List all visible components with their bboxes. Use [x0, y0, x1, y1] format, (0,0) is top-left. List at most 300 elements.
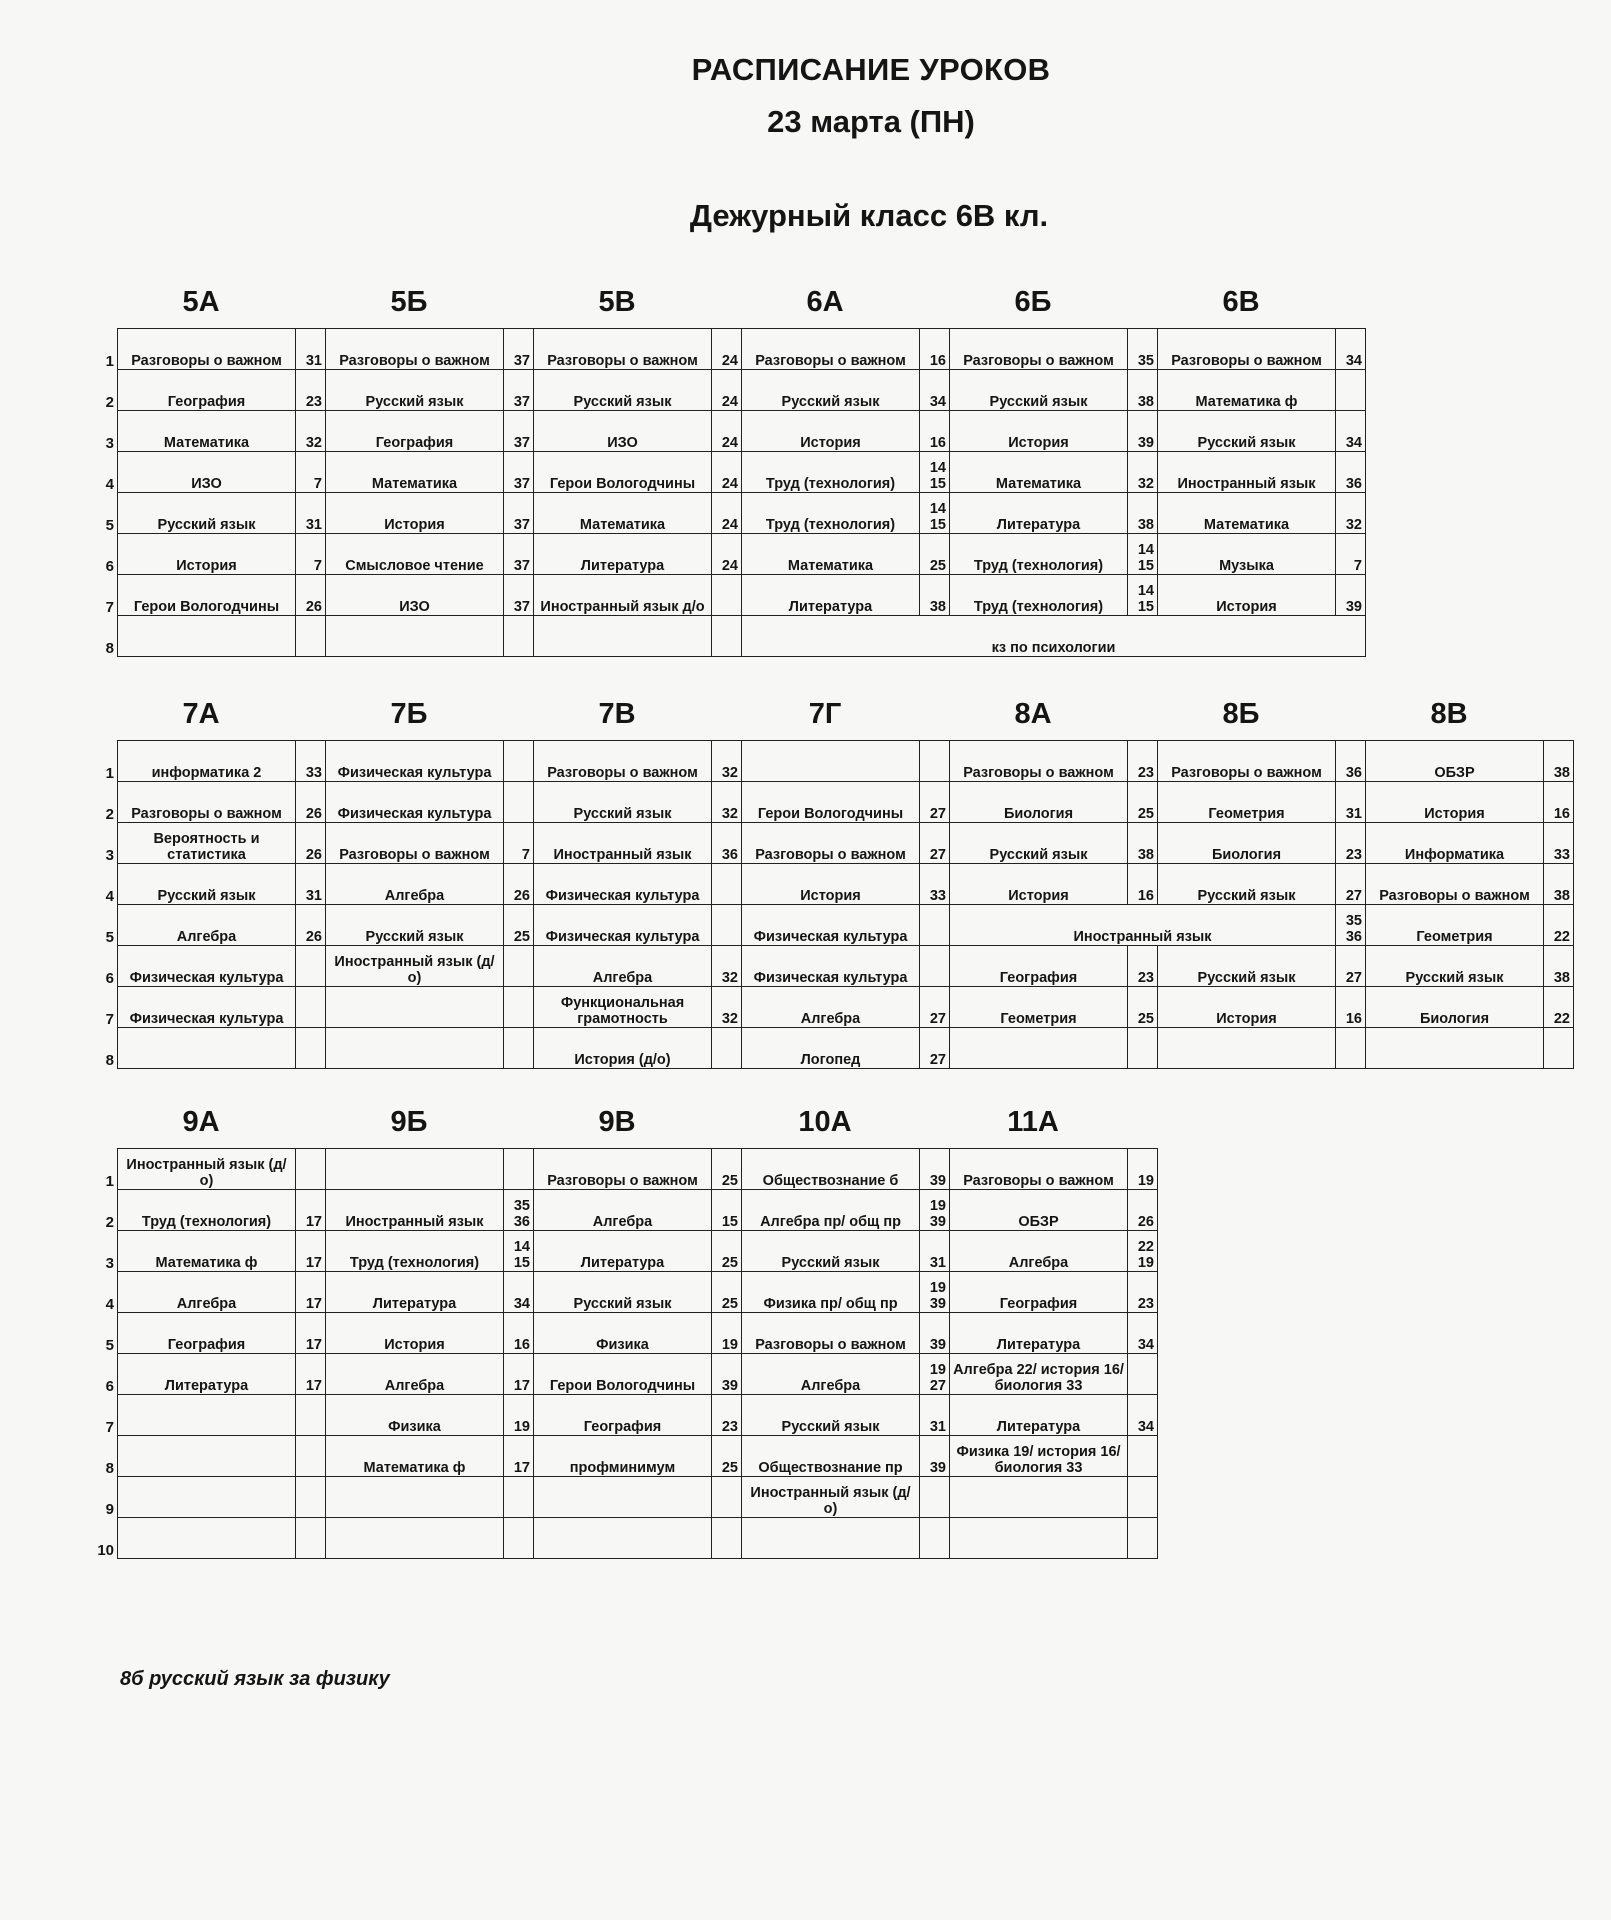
room-cell — [1128, 1436, 1158, 1477]
lesson-number: 1 — [105, 352, 114, 370]
schedule-block-grade-5-6 — [92, 286, 1366, 657]
room-cell — [712, 1518, 742, 1559]
schedule-table — [92, 1148, 1158, 1559]
room-cell: 39 — [920, 1436, 950, 1477]
class-heading: 5А — [182, 286, 220, 318]
class-heading: 10А — [798, 1106, 852, 1138]
subject-cell: Биология — [950, 782, 1128, 823]
subject-cell — [326, 616, 504, 657]
room-cell — [920, 946, 950, 987]
lesson-number: 7 — [105, 598, 114, 616]
subject-cell: Литература — [950, 1395, 1128, 1436]
subject-cell: Физика — [534, 1313, 712, 1354]
subject-cell: Разговоры о важном — [534, 1149, 712, 1190]
lesson-number: 2 — [105, 1213, 114, 1231]
room-cell: 32 — [712, 741, 742, 782]
lesson-number: 1 — [105, 1172, 114, 1190]
subject-cell — [1366, 1028, 1544, 1069]
subject-cell: Математика — [742, 534, 920, 575]
room-cell: 19 — [1128, 1149, 1158, 1190]
room-cell: 23 — [1128, 741, 1158, 782]
subject-cell — [118, 1395, 296, 1436]
subject-cell: Смысловое чтение — [326, 534, 504, 575]
page-title: РАСПИСАНИЕ УРОКОВ — [691, 52, 1051, 87]
lesson-number: 5 — [105, 928, 114, 946]
subject-cell — [534, 1477, 712, 1518]
room-cell: 25 — [712, 1231, 742, 1272]
subject-cell — [534, 616, 712, 657]
room-cell: 24 — [712, 452, 742, 493]
lesson-number: 4 — [105, 1295, 114, 1313]
class-heading: 7А — [182, 698, 220, 730]
room-cell — [504, 616, 534, 657]
subject-cell: Физика — [326, 1395, 504, 1436]
room-cell: 38 — [1128, 493, 1158, 534]
room-cell — [504, 987, 534, 1028]
subject-cell: Алгебра — [534, 946, 712, 987]
subject-cell: Иностранный язык д/о — [534, 575, 712, 616]
subject-cell: Иностранный язык — [326, 1190, 504, 1231]
room-cell — [712, 1028, 742, 1069]
class-heading: 9Б — [390, 1106, 428, 1138]
subject-cell: Герои Вологодчины — [118, 575, 296, 616]
room-cell: 31 — [296, 864, 326, 905]
room-cell — [296, 1395, 326, 1436]
subject-cell: Информатика — [1366, 823, 1544, 864]
lesson-row — [92, 411, 1366, 452]
subject-cell: Литература — [742, 575, 920, 616]
subject-cell: История — [950, 864, 1128, 905]
room-cell: 16 — [1544, 782, 1574, 823]
subject-cell: География — [118, 1313, 296, 1354]
subject-cell: Разговоры о важном — [326, 823, 504, 864]
room-cell — [296, 616, 326, 657]
lesson-number: 6 — [105, 1377, 114, 1395]
room-cell: 31 — [1336, 782, 1366, 823]
room-cell — [712, 864, 742, 905]
room-cell: 23 — [1128, 1272, 1158, 1313]
subject-cell: Математика — [950, 452, 1128, 493]
subject-cell: Обществознание пр — [742, 1436, 920, 1477]
subject-cell — [326, 1477, 504, 1518]
room-cell: 34 — [1128, 1313, 1158, 1354]
room-cell: 27 — [920, 823, 950, 864]
room-cell: 17 — [296, 1313, 326, 1354]
subject-cell: Труд (технология) — [950, 534, 1128, 575]
subject-cell: Логопед — [742, 1028, 920, 1069]
room-cell — [296, 987, 326, 1028]
footnote: 8б русский язык за физику — [120, 1668, 390, 1690]
class-heading: 9В — [598, 1106, 636, 1138]
room-cell: 36 — [1336, 452, 1366, 493]
subject-cell: История — [1366, 782, 1544, 823]
subject-cell: Литература — [534, 1231, 712, 1272]
room-cell: 19 39 — [920, 1190, 950, 1231]
subject-cell: Русский язык — [326, 370, 504, 411]
room-cell — [1128, 1354, 1158, 1395]
room-cell — [920, 905, 950, 946]
room-cell: 19 — [712, 1313, 742, 1354]
subject-cell: Алгебра — [742, 1354, 920, 1395]
room-cell: 32 — [296, 411, 326, 452]
room-cell: 37 — [504, 575, 534, 616]
subject-cell: География — [950, 1272, 1128, 1313]
room-cell — [1128, 1518, 1158, 1559]
room-cell — [504, 782, 534, 823]
room-cell: 14 15 — [1128, 534, 1158, 575]
room-cell — [296, 1436, 326, 1477]
room-cell: 24 — [712, 534, 742, 575]
lesson-number: 2 — [105, 805, 114, 823]
subject-cell: История — [118, 534, 296, 575]
room-cell: 33 — [1544, 823, 1574, 864]
room-cell: 37 — [504, 329, 534, 370]
room-cell: 23 — [1128, 946, 1158, 987]
class-heading: 9А — [182, 1106, 220, 1138]
subject-cell: Русский язык — [1158, 411, 1336, 452]
lesson-number: 4 — [105, 475, 114, 493]
room-cell: 24 — [712, 329, 742, 370]
room-cell — [504, 1518, 534, 1559]
room-cell: 38 — [1544, 741, 1574, 782]
lesson-row — [92, 1395, 1158, 1436]
room-cell: 7 — [1336, 534, 1366, 575]
subject-cell: Русский язык — [118, 864, 296, 905]
subject-cell: Литература — [950, 1313, 1128, 1354]
room-cell: 32 — [712, 987, 742, 1028]
room-cell: 25 — [1128, 782, 1158, 823]
room-cell — [296, 1149, 326, 1190]
subject-cell: Разговоры о важном — [534, 329, 712, 370]
subject-cell: Алгебра — [118, 1272, 296, 1313]
subject-cell: Литература — [118, 1354, 296, 1395]
room-cell: 19 27 — [920, 1354, 950, 1395]
room-cell — [1336, 370, 1366, 411]
room-cell: 16 — [920, 411, 950, 452]
subject-cell — [1158, 1028, 1336, 1069]
room-cell: 38 — [1128, 823, 1158, 864]
room-cell: 35 36 — [504, 1190, 534, 1231]
subject-cell: Биология — [1158, 823, 1336, 864]
class-heading: 7Г — [808, 698, 842, 730]
room-cell — [712, 575, 742, 616]
subject-cell: Математика ф — [118, 1231, 296, 1272]
room-cell: 26 — [296, 575, 326, 616]
subject-cell: Физическая культура — [326, 782, 504, 823]
subject-cell: История — [1158, 575, 1336, 616]
lesson-row — [92, 493, 1366, 534]
subject-cell: ИЗО — [534, 411, 712, 452]
room-cell: 19 39 — [920, 1272, 950, 1313]
room-cell: 34 — [504, 1272, 534, 1313]
subject-cell: ИЗО — [326, 575, 504, 616]
room-cell: 22 — [1544, 987, 1574, 1028]
room-cell: 17 — [296, 1231, 326, 1272]
room-cell: 36 — [1336, 741, 1366, 782]
room-cell — [1336, 1028, 1366, 1069]
subject-cell: Разговоры о важном — [1158, 329, 1336, 370]
room-cell: 14 15 — [1128, 575, 1158, 616]
class-heading: 6Б — [1014, 286, 1052, 318]
lesson-number: 6 — [105, 969, 114, 987]
class-heading: 8А — [1014, 698, 1052, 730]
lesson-row — [92, 1149, 1158, 1190]
room-cell — [296, 946, 326, 987]
room-cell — [920, 741, 950, 782]
subject-cell: Геометрия — [1158, 782, 1336, 823]
room-cell — [712, 1477, 742, 1518]
subject-cell: Алгебра — [118, 905, 296, 946]
subject-cell: Разговоры о важном — [950, 329, 1128, 370]
lesson-number: 6 — [105, 557, 114, 575]
subject-cell — [326, 987, 504, 1028]
subject-cell: Физическая культура — [118, 946, 296, 987]
subject-cell: Иностранный язык (д/о) — [326, 946, 504, 987]
room-cell: 26 — [296, 823, 326, 864]
subject-cell: История — [742, 411, 920, 452]
room-cell: 17 — [296, 1190, 326, 1231]
subject-cell: Иностранный язык — [1158, 452, 1336, 493]
subject-cell: История — [950, 411, 1128, 452]
subject-cell: информатика 2 — [118, 741, 296, 782]
subject-cell: Разговоры о важном — [534, 741, 712, 782]
subject-cell: Обществознание б — [742, 1149, 920, 1190]
subject-cell: Разговоры о важном — [326, 329, 504, 370]
room-cell: 32 — [712, 946, 742, 987]
room-cell — [296, 1518, 326, 1559]
room-cell: 15 — [712, 1190, 742, 1231]
subject-cell: Русский язык — [1158, 946, 1336, 987]
subject-cell: Русский язык — [534, 782, 712, 823]
room-cell — [504, 741, 534, 782]
subject-cell: Литература — [326, 1272, 504, 1313]
class-heading: 5В — [598, 286, 636, 318]
subject-cell: Алгебра — [950, 1231, 1128, 1272]
schedule-table — [92, 740, 1574, 1069]
subject-cell: Труд (технология) — [326, 1231, 504, 1272]
subject-cell: Геометрия — [950, 987, 1128, 1028]
subject-cell: Физическая культура — [326, 741, 504, 782]
subject-cell: Русский язык — [742, 1395, 920, 1436]
class-heading: 7В — [598, 698, 636, 730]
lesson-number: 10 — [97, 1541, 114, 1559]
subject-cell: Иностранный язык (д/о) — [118, 1149, 296, 1190]
subject-cell: География — [950, 946, 1128, 987]
room-cell: 35 — [1128, 329, 1158, 370]
subject-cell — [326, 1149, 504, 1190]
room-cell: 22 — [1544, 905, 1574, 946]
lesson-number: 5 — [105, 516, 114, 534]
subject-cell — [118, 616, 296, 657]
subject-cell — [326, 1518, 504, 1559]
class-heading: 6А — [806, 286, 844, 318]
subject-cell: Математика — [326, 452, 504, 493]
subject-cell: Алгебра — [742, 987, 920, 1028]
subject-cell: Русский язык — [534, 1272, 712, 1313]
lesson-row — [92, 1354, 1158, 1395]
room-cell: 7 — [296, 452, 326, 493]
class-heading: 8В — [1430, 698, 1468, 730]
subject-cell: Биология — [1366, 987, 1544, 1028]
subject-cell: Алгебра — [326, 864, 504, 905]
subject-cell: Алгебра — [534, 1190, 712, 1231]
room-cell: 39 — [920, 1313, 950, 1354]
lesson-number: 3 — [105, 846, 114, 864]
subject-cell — [950, 1518, 1128, 1559]
subject-cell: География — [534, 1395, 712, 1436]
subject-cell: Алгебра — [326, 1354, 504, 1395]
lesson-row — [92, 1272, 1158, 1313]
subject-cell — [534, 1518, 712, 1559]
room-cell: 27 — [920, 782, 950, 823]
room-cell — [504, 1477, 534, 1518]
subject-cell — [326, 1028, 504, 1069]
lesson-number: 8 — [105, 1459, 114, 1477]
lesson-row — [92, 1313, 1158, 1354]
room-cell — [1544, 1028, 1574, 1069]
subject-cell: Русский язык — [950, 823, 1128, 864]
subject-cell: Алгебра 22/ история 16/ биология 33 — [950, 1354, 1128, 1395]
subject-cell: Герои Вологодчины — [534, 1354, 712, 1395]
room-cell: 34 — [1336, 411, 1366, 452]
room-cell: 24 — [712, 411, 742, 452]
room-cell: 37 — [504, 370, 534, 411]
subject-cell: История (д/о) — [534, 1028, 712, 1069]
lesson-row — [92, 1436, 1158, 1477]
subject-cell: География — [118, 370, 296, 411]
subject-cell: Разговоры о важном — [742, 823, 920, 864]
room-cell: 31 — [296, 329, 326, 370]
room-cell: 26 — [296, 905, 326, 946]
class-heading: 8Б — [1222, 698, 1260, 730]
room-cell: 22 19 — [1128, 1231, 1158, 1272]
subject-cell: Иностранный язык (д/о) — [742, 1477, 920, 1518]
room-cell: 33 — [920, 864, 950, 905]
subject-cell: Математика ф — [1158, 370, 1336, 411]
subject-cell: Алгебра пр/ общ пр — [742, 1190, 920, 1231]
lesson-row — [92, 1190, 1158, 1231]
room-cell — [712, 616, 742, 657]
room-cell: 23 — [296, 370, 326, 411]
room-cell — [504, 1028, 534, 1069]
room-cell: 24 — [712, 370, 742, 411]
duty-class: Дежурный класс 6В кл. — [689, 198, 1049, 233]
subject-cell: История — [326, 1313, 504, 1354]
lesson-row — [92, 575, 1366, 616]
room-cell: 17 — [504, 1436, 534, 1477]
lesson-number: 9 — [105, 1500, 114, 1518]
subject-cell: профминимум — [534, 1436, 712, 1477]
subject-cell: Геометрия — [1366, 905, 1544, 946]
subject-cell — [118, 1477, 296, 1518]
subject-cell: История — [1158, 987, 1336, 1028]
subject-cell: Русский язык — [1158, 864, 1336, 905]
room-cell: 39 — [1128, 411, 1158, 452]
room-cell: 14 15 — [504, 1231, 534, 1272]
subject-cell: Труд (технология) — [950, 575, 1128, 616]
lesson-row — [92, 616, 1366, 657]
subject-cell: Разговоры о важном — [1158, 741, 1336, 782]
lesson-row — [92, 987, 1574, 1028]
subject-cell: Русский язык — [534, 370, 712, 411]
room-cell: 27 — [920, 987, 950, 1028]
subject-cell: Труд (технология) — [742, 493, 920, 534]
schedule-date: 23 марта (ПН) — [767, 104, 975, 139]
lesson-row — [92, 946, 1574, 987]
subject-cell: Герои Вологодчины — [534, 452, 712, 493]
room-cell: 39 — [712, 1354, 742, 1395]
lesson-number: 3 — [105, 1254, 114, 1272]
room-cell: 37 — [504, 452, 534, 493]
room-cell: 16 — [920, 329, 950, 370]
subject-cell: Физическая культура — [118, 987, 296, 1028]
room-cell: 33 — [296, 741, 326, 782]
room-cell: 31 — [920, 1231, 950, 1272]
subject-cell: Труд (технология) — [118, 1190, 296, 1231]
lesson-number: 3 — [105, 434, 114, 452]
subject-cell: Русский язык — [1366, 946, 1544, 987]
room-cell: 31 — [920, 1395, 950, 1436]
room-cell — [920, 1477, 950, 1518]
room-cell — [296, 1477, 326, 1518]
room-cell: 17 — [296, 1354, 326, 1395]
subject-cell: Физическая культура — [534, 864, 712, 905]
room-cell: 26 — [296, 782, 326, 823]
lesson-row — [92, 905, 1574, 946]
room-cell: 25 — [712, 1149, 742, 1190]
subject-cell: Функциональная грамотность — [534, 987, 712, 1028]
lesson-row — [92, 823, 1574, 864]
subject-cell: Вероятность и статистика — [118, 823, 296, 864]
room-cell: 32 — [1336, 493, 1366, 534]
lesson-row — [92, 1518, 1158, 1559]
subject-cell: Физика пр/ общ пр — [742, 1272, 920, 1313]
room-cell: 7 — [296, 534, 326, 575]
lesson-row — [92, 1477, 1158, 1518]
room-cell: 16 — [504, 1313, 534, 1354]
lesson-number: 7 — [105, 1418, 114, 1436]
lesson-number: 8 — [105, 639, 114, 657]
subject-cell: Разговоры о важном — [950, 741, 1128, 782]
lesson-row — [92, 1231, 1158, 1272]
room-cell: 34 — [920, 370, 950, 411]
room-cell: 24 — [712, 493, 742, 534]
subject-cell — [118, 1436, 296, 1477]
lesson-row — [92, 782, 1574, 823]
class-heading: 11А — [1007, 1106, 1059, 1138]
subject-cell: Физика 19/ история 16/ биология 33 — [950, 1436, 1128, 1477]
subject-cell: Физическая культура — [534, 905, 712, 946]
subject-cell: Математика — [1158, 493, 1336, 534]
room-cell: 23 — [1336, 823, 1366, 864]
room-cell: 14 15 — [920, 493, 950, 534]
subject-cell — [118, 1518, 296, 1559]
lesson-number: 5 — [105, 1336, 114, 1354]
class-heading: 5Б — [390, 286, 428, 318]
subject-cell: Разговоры о важном — [118, 329, 296, 370]
subject-cell: ИЗО — [118, 452, 296, 493]
merged-subject-cell: кз по психологии — [742, 616, 1366, 657]
subject-cell: Разговоры о важном — [742, 329, 920, 370]
subject-cell: Математика — [534, 493, 712, 534]
subject-cell: География — [326, 411, 504, 452]
room-cell: 25 — [1128, 987, 1158, 1028]
subject-cell: Литература — [534, 534, 712, 575]
room-cell: 31 — [296, 493, 326, 534]
subject-cell: Математика — [118, 411, 296, 452]
subject-cell: Русский язык — [742, 370, 920, 411]
room-cell: 25 — [712, 1272, 742, 1313]
